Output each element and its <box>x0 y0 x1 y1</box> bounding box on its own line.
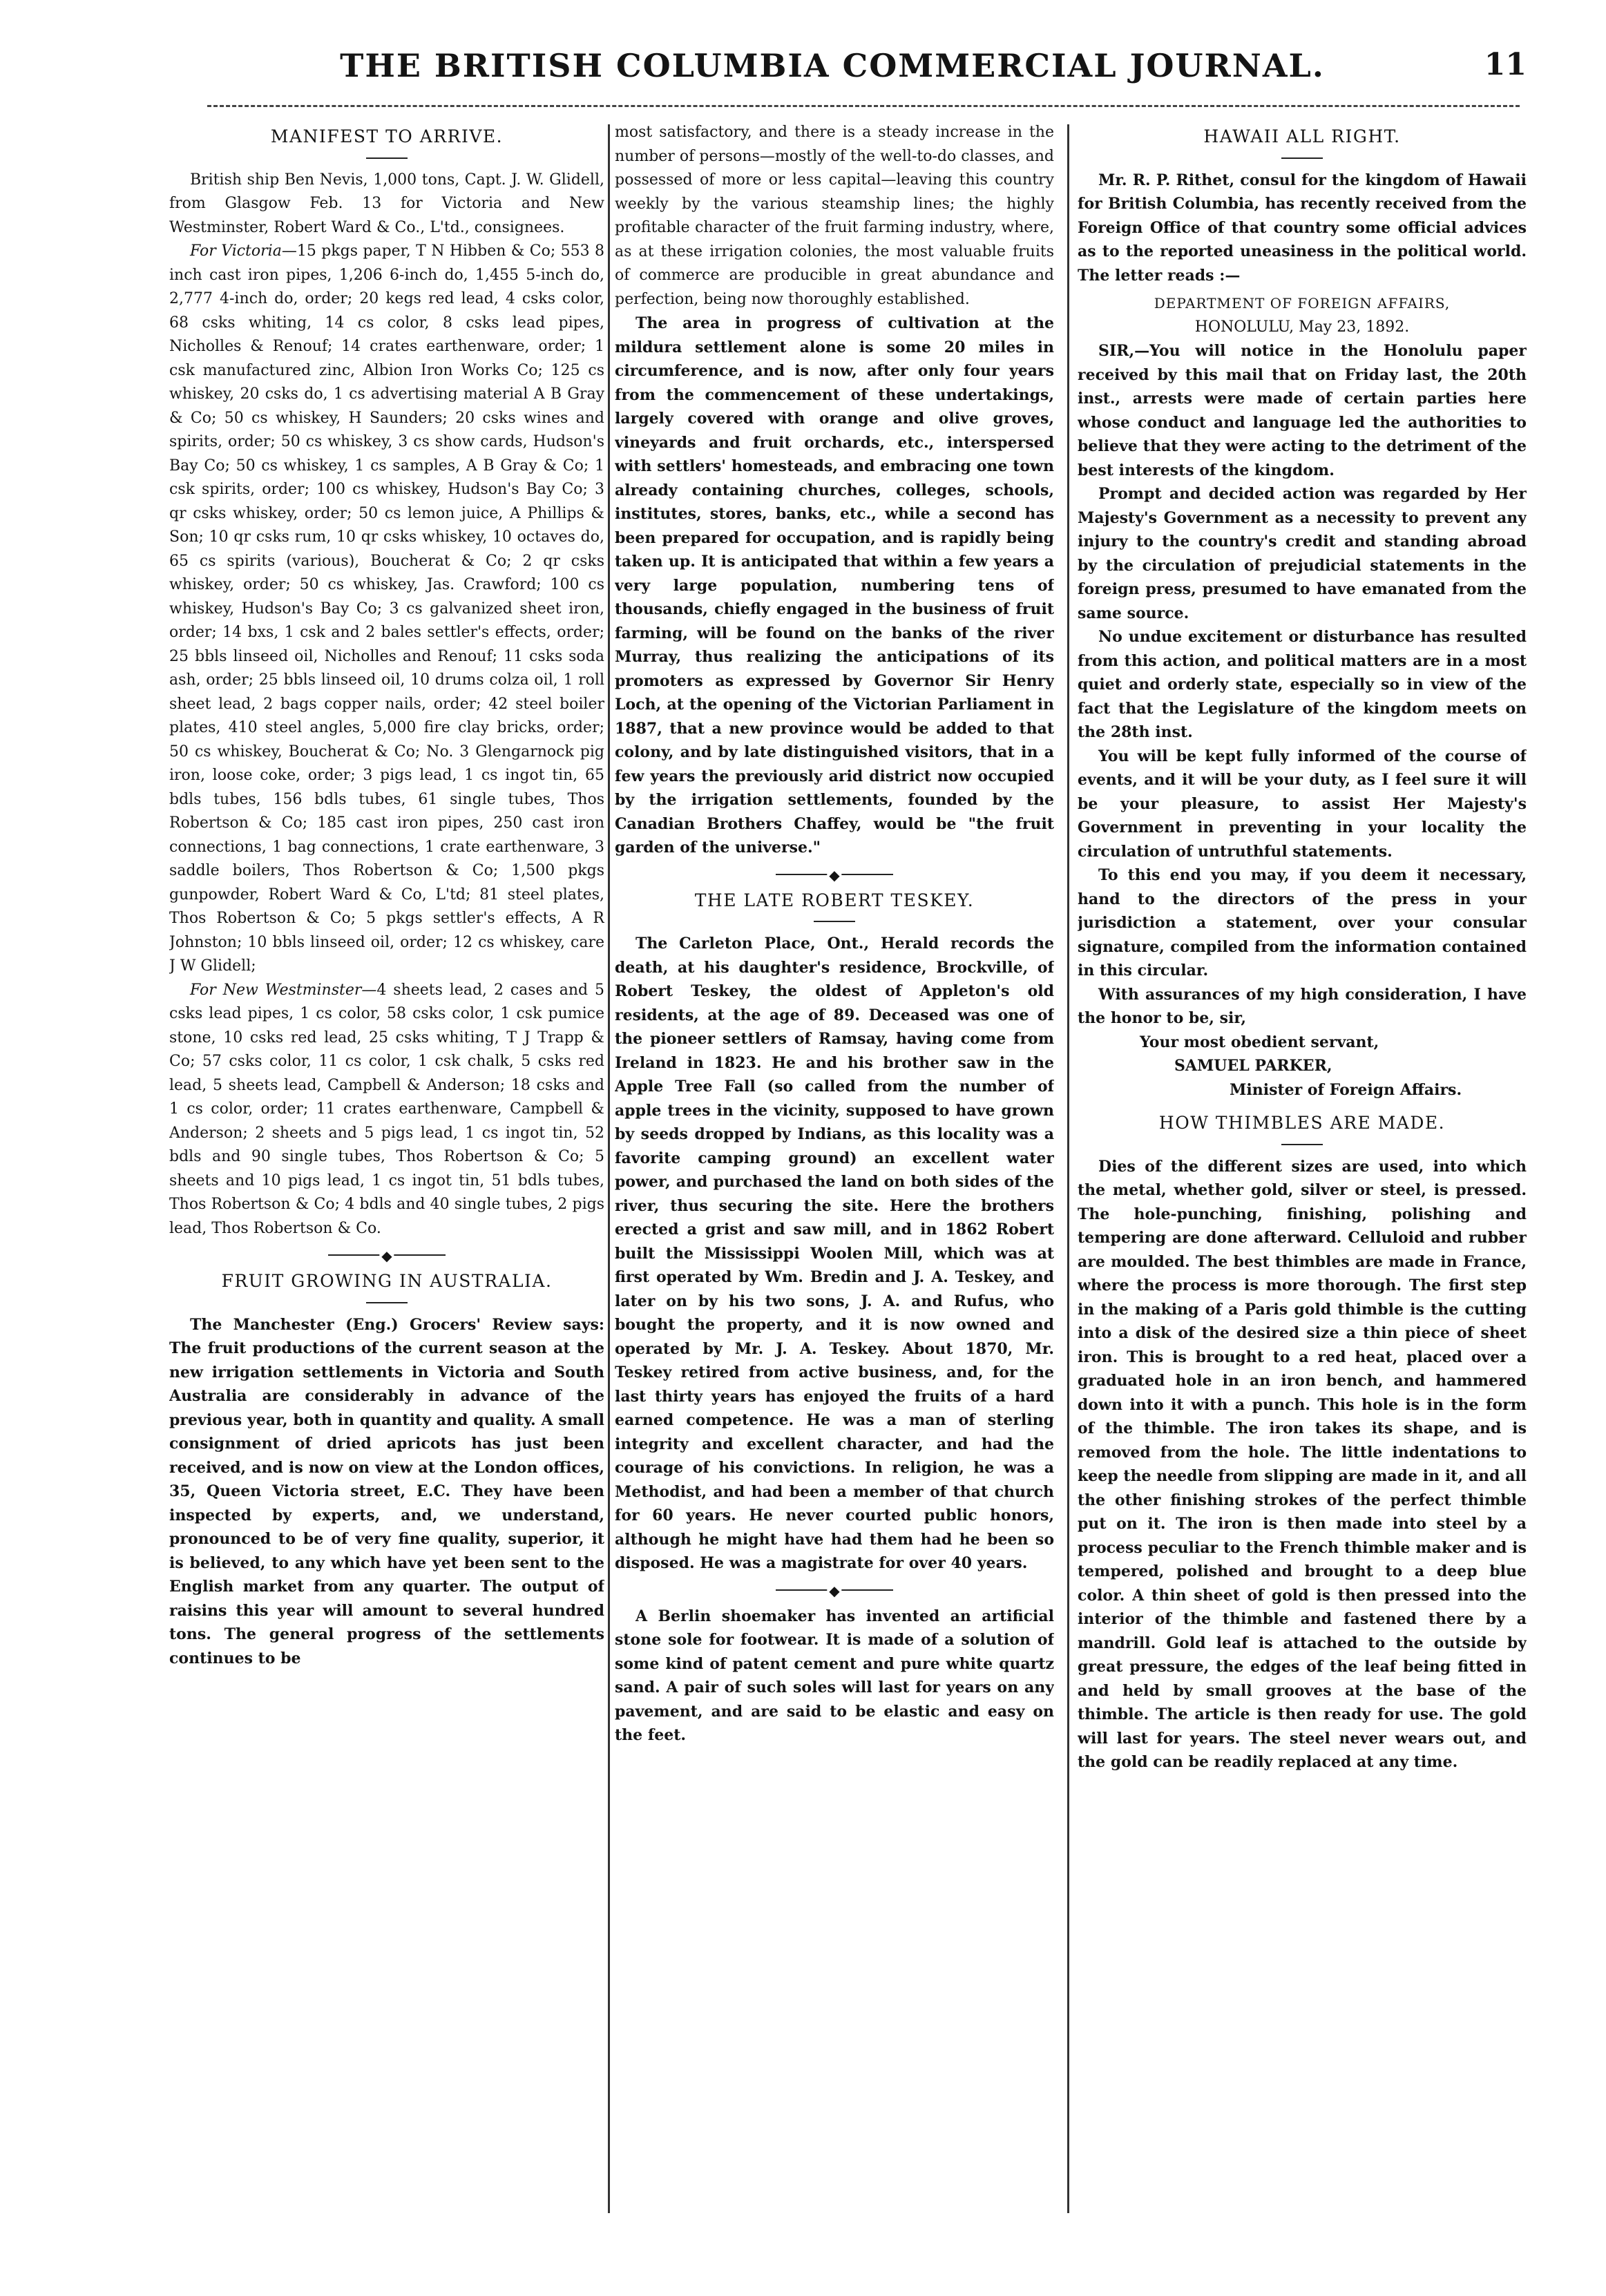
manifest-intro: British ship Ben Nevis, 1,000 tons, Capt. J. W. Glidell, from Glasgow Feb. 13 for Victoria and New Westminster, Robert Ward & Co., L'td., consignees. <box>169 171 604 236</box>
page-number: 11 <box>1484 47 1527 82</box>
section-ornament <box>776 874 893 875</box>
column-3 <box>1078 121 1527 2227</box>
berlin-paragraph: A Berlin shoemaker has invented an artificial stone sole for footwear. It is made of a solution of some kind of patent cement and pure white quartz sand. A pair of such soles will last for years on any pavement, and are said to be elastic and easy on the feet. <box>615 1607 1054 1744</box>
hawaii-letter-p6: With assurances of my high consideration, I have the honor to be, sir, <box>1078 985 1527 1027</box>
hawaii-letter-p4: You will be kept fully informed of the course of events, and it will be your duty, as I feel sure it will be your pleasure, to assist Her Majesty's Government in preventing in your locality the circulation of untruthful statements. <box>1078 747 1527 861</box>
column-rule-1 <box>608 124 610 2213</box>
fruit-paragraph-1: The Manchester (Eng.) Grocers' Review says: The fruit productions of the current season at the new irrigation settlements in Victoria and South Australia are considerably in advance of the previous year, both in quantity and quality. A small consignment of dried apricots has just been received, and is now on view at the London offices, 35, Queen Victoria street, E.C. They have been inspected by experts, and, we understand, pronounced to be of very fine quality, superior, it is believed, to any which have yet been sent to the English market from any quarter. The output of raisins this year will amount to several hundred tons. The general progress of the settlements continues to be <box>169 1315 604 1667</box>
victoria-lead: For Victoria <box>190 242 282 260</box>
hawaii-intro: Mr. R. P. Rithet, consul for the kingdom of Hawaii for British Columbia, has recently received from the Foreign Office of that country some official advices as to the reported uneasiness in the political world. The letter reads :— <box>1078 171 1527 285</box>
heading-dash <box>1281 157 1323 159</box>
fruit-heading: FRUIT GROWING IN AUSTRALIA. <box>221 1271 553 1291</box>
hawaii-letter-p2: Prompt and decided action was regarded by Her Majesty's Government as a necessity to prevent any injury to the country's credit and standing abroad by the circulation of prejudicial statements in the foreign press, presumed to have emanated from the same source. <box>1078 485 1527 622</box>
thimbles-paragraph: Dies of the different sizes are used, into which the metal, whether gold, silver or steel, is pressed. The hole-punching, finishing, polishing and tempering are done afterward. Celluloid and rubber are moulded. The best thimbles are made in France, where the process is more thorough. The first step in the making of a Paris gold thimble is the cutting into a disk of the desired size a thin piece of sheet iron. This is brought to a red heat, placed over a graduated hole in an iron bench, and hammered down into it with a punch. This hole is in the form of the thimble. The iron takes its shape, and is removed from the hole. The little indentations to keep the needle from slipping are made in it, and all the other finishing strokes of the perfect thimble put on it. The iron is then made into steel by a process peculiar to the French thimble maker and is tempered, polished and brought to a deep blue color. A thin sheet of gold is then pressed into the interior of the thimble and fastened there by a mandrill. Gold leaf is attached to the outside by great pressure, the edges of the leaf being fitted in and held by small grooves at the base of the thimble. The article is then ready for use. The gold will last for years. The steel never wears out, and the gold can be readily replaced at any time. <box>1078 1157 1527 1771</box>
hawaii-signer: SAMUEL PARKER, <box>1174 1057 1332 1075</box>
hawaii-heading: HAWAII ALL RIGHT. <box>1203 126 1401 146</box>
teskey-paragraph: The Carleton Place, Ont., Herald records the death, at his daughter's residence, Brockville, of Robert Teskey, the oldest of Appleton's old residents, at the age of 89. Deceased was one of the pioneer settlers of Ramsay, having come from Ireland in 1823. He and his brother saw in the Apple Tree Fall (so called from the number of apple trees in the vicinity, supposed to have grown by seeds dropped by Indians, as this locality was a favorite camping ground) an excellent water power, and purchased the land on both sides of the river, thus securing the site. Here the brothers erected a grist and saw mill, and in 1862 Robert built the Mississippi Woolen Mill, which was at first operated by Wm. Bredin and J. A. Teskey, and later on by his two sons, J. A. and Rufus, who bought the property, and it is now owned and operated by Mr. J. A. Teskey. About 1870, Mr. Teskey retired from active business, and, for the last thirty years has enjoyed the fruits of a hard earned competence. He was a man of sterling integrity and excellent character, and had the courage of his convictions. In religion, he was a Methodist, and had been a member of that church for 60 years. He never courted public honors, although he might have had them had he been so disposed. He was a magistrate for over 40 years. <box>615 935 1054 1572</box>
column-1 <box>169 121 604 2227</box>
victoria-list: —15 pkgs paper, T N Hibben & Co; 553 8 inch cast iron pipes, 1,206 6-inch do, 1,455 5-inch do, 2,777 4-inch do, order; 20 kegs red lead, 4 csks color, 68 csks whiting, 14 cs color, 8 csks lead pipes, Nicholles & Renouf; 14 crates earthenware, order; 1 csk manufactured zinc, Albion Iron Works Co; 125 cs whiskey, 20 csks do, 1 cs advertising material A B Gray & Co; 50 cs whiskey, H Saunders; 20 csks wines and spirits, order; 50 cs whiskey, 3 cs show cards, Hudson's Bay Co; 50 cs whiskey, 1 cs samples, A B Gray & Co; 1 csk spirits, order; 100 cs whiskey, Hudson's Bay Co; 3 qr csks whiskey, order; 50 cs lemon juice, A Phillips & Son; 10 qr csks rum, 10 qr csks whiskey, 10 octaves do, 65 cs spirits (various), Boucherat & Co; 2 qr csks whiskey, order; 50 cs whiskey, Jas. Crawford; 100 cs whiskey, Hudson's Bay Co; 3 cs galvanized sheet iron, order; 14 bxs, 1 csk and 2 bales settler's effects, order; 25 bbls linseed oil, Nicholles and Renouf; 11 csks soda ash, order; 25 bbls linseed oil, 10 drums colza oil, 1 roll sheet lead, 2 bags copper nails, order; 42 steel boiler plates, 410 steel angles, 5,000 fire clay bricks, order; 50 cs whiskey, Boucherat & Co; No. 3 Glengarnock pig iron, loose coke, order; 3 pigs lead, 1 cs ingot tin, 65 bdls tubes, 156 bdls tubes, 61 single tubes, Thos Robertson & Co; 185 cast iron pipes, 250 cast iron connections, 1 bag connections, 1 crate earthenware, 3 saddle boilers, Thos Robertson & Co; 1,500 pkgs gunpowder, Robert Ward & Co, L'td; 81 steel plates, Thos Robertson & Co; 5 pkgs settler's effects, A R Johnston; 10 bbls linseed oil, order; 12 cs whiskey, care J W Glidell; <box>169 242 604 975</box>
fruit-paragraph-1-continued: most satisfactory, and there is a steady increase in the number of persons—mostly of the well-to-do classes, and possessed of more or less capital—leaving this country weekly by the various steamship lines; the highly profitable character of the fruit farming industry, where, as at these irrigation colonies, the most valuable fruits of commerce are producible in great abundance and perfection, being now thoroughly established. <box>615 124 1054 308</box>
section-ornament <box>776 1589 893 1591</box>
hawaii-signer-title: Minister of Foreign Affairs. <box>1230 1080 1462 1099</box>
journal-title: THE BRITISH COLUMBIA COMMERCIAL JOURNAL. <box>340 47 1325 84</box>
heading-dash <box>366 157 408 159</box>
hawaii-closing: Your most obedient servant, <box>1140 1033 1379 1051</box>
heading-dash <box>814 921 855 922</box>
masthead <box>138 33 1527 95</box>
westminster-list: —4 sheets lead, 2 cases and 5 csks lead pipes, 1 cs color, 58 csks color, 1 csk pumice stone, 10 csks red lead, 25 csks whiting, T J Trapp & Co; 57 csks color, 11 cs color, 1 csk chalk, 5 csks red lead, 5 sheets lead, Campbell & Anderson; 18 csks and 1 cs color, order; 11 crates earthenware, Campbell & Anderson; 2 sheets and 5 pigs lead, 1 cs ingot tin, 52 bdls and 90 single tubes, Thos Robertson & Co; 5 sheets and 10 pigs lead, 1 cs ingot tin, 51 bdls tubes, Thos Robertson & Co; 4 bdls and 40 single tubes, 2 pigs lead, Thos Robertson & Co. <box>169 981 604 1237</box>
column-rule-2 <box>1067 124 1069 2213</box>
hawaii-dateline-dept: DEPARTMENT OF FOREIGN AFFAIRS, <box>1154 295 1451 312</box>
heading-dash <box>366 1302 408 1303</box>
fruit-paragraph-2: The area in progress of cultivation at the mildura settlement alone is some 20 miles in circumference, and is now, after only four years from the commencement of these undertakings, largely covered with orange and olive groves, vineyards and fruit orchards, etc., interspersed with settlers' homesteads, and embracing one town already containing churches, colleges, schools, institutes, stores, banks, etc., while a second has been prepared for occupation, and is rapidly being taken up. It is anticipated that within a few years a very large population, numbering tens of thousands, chiefly engaged in the business of fruit farming, will be found on the banks of the river Murray, thus realizing the anticipations of its promoters as expressed by Governor Sir Henry Loch, at the opening of the Victorian Parliament in 1887, that a new province would be added to that colony, and by late distinguished visitors, that in a few years the previously arid district now occupied by the irrigation settlements, founded by the Canadian Brothers Chaffey, would be "the fruit garden of the universe." <box>615 314 1054 857</box>
hawaii-letter-p1: SIR,—You will notice in the Honolulu paper received by this mail that on Friday last, the 20th inst., arrests were made of certain parties here whose conduct and language led the authorities to believe that they were acting to the detriment of the best interests of the kingdom. <box>1078 342 1527 479</box>
manifest-westminster <box>169 979 604 1241</box>
hawaii-dateline-date: HONOLULU, May 23, 1892. <box>1194 318 1410 336</box>
manifest-victoria <box>169 240 604 979</box>
hawaii-letter-p5: To this end you may, if you deem it necessary, hand to the directors of the press in your jurisdiction a statement, over your consular signature, compiled from the information contained in this circular. <box>1078 866 1527 979</box>
westminster-lead: For New Westminster <box>190 981 362 999</box>
thimbles-heading: HOW THIMBLES ARE MADE. <box>1158 1113 1446 1133</box>
hawaii-letter-p3: No undue excitement or disturbance has resulted from this action, and political matters are in a most quiet and orderly state, especially so in view of the fact that the Legislature of the kingdom meets on the 28th inst. <box>1078 628 1527 741</box>
section-ornament <box>328 1254 446 1256</box>
header-rule <box>207 105 1520 107</box>
teskey-heading: THE LATE ROBERT TESKEY. <box>694 890 975 910</box>
manifest-heading: MANIFEST TO ARRIVE. <box>270 126 504 146</box>
heading-dash <box>1281 1144 1323 1145</box>
column-2 <box>615 121 1054 2227</box>
